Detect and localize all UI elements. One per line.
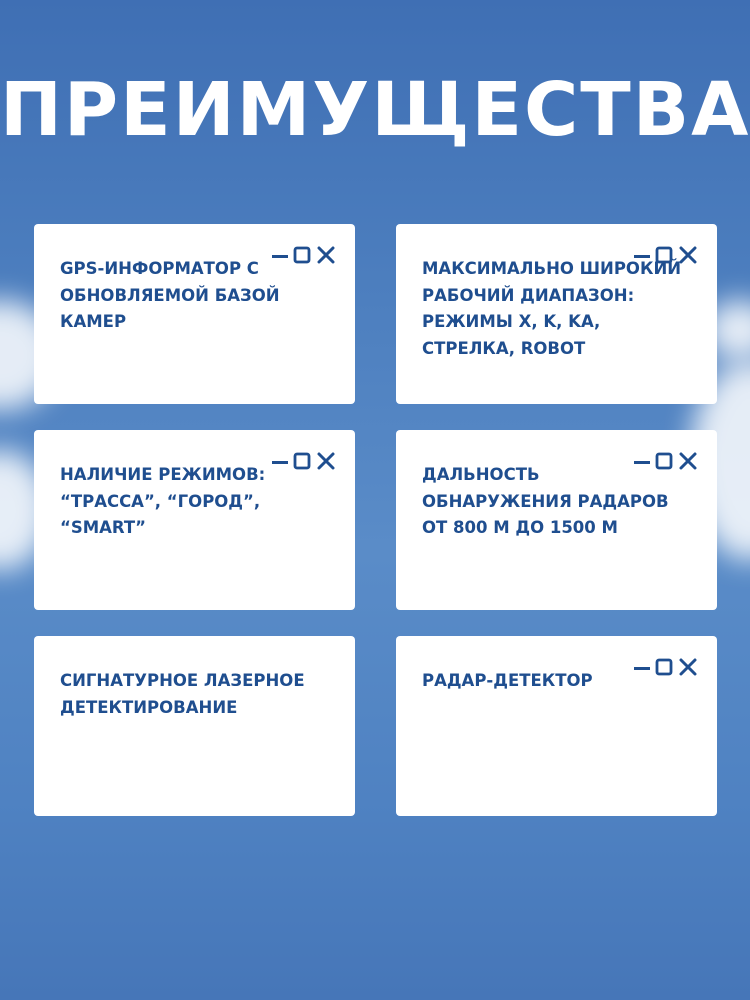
feature-card-modes [34,430,355,610]
maximize-icon[interactable] [655,245,673,265]
maximize-icon[interactable] [655,657,673,677]
window-controls [271,451,337,471]
feature-text: МАКСИМАЛЬНО ШИРОКИЙ РАБОЧИЙ ДИАПАЗОН: РЕЖИМЫ X, K, KA, СТРЕЛКА, ROBOT [422,259,682,358]
close-icon[interactable] [316,245,336,265]
window-controls [633,657,699,677]
close-icon[interactable] [316,451,336,471]
feature-text: СИГНАТУРНОЕ ЛАЗЕРНОЕ ДЕТЕКТИРОВАНИЕ [60,671,305,717]
minimize-icon[interactable] [271,451,289,471]
close-icon[interactable] [678,657,698,677]
feature-card-gps [34,224,355,404]
feature-card-radar-detector [396,636,717,816]
window-controls [633,451,699,471]
close-icon[interactable] [678,245,698,265]
minimize-icon[interactable] [633,657,651,677]
feature-text: НАЛИЧИЕ РЕЖИМОВ: “ТРАССА”, “ГОРОД”, “SMART” [60,465,266,537]
maximize-icon[interactable] [293,245,311,265]
feature-text: GPS-ИНФОРМАТОР С ОБНОВЛЯЕМОЙ БАЗОЙ КАМЕР [60,259,280,331]
close-icon[interactable] [678,451,698,471]
feature-card-range-modes [396,224,717,404]
feature-card-detection-range [396,430,717,610]
minimize-icon[interactable] [271,245,289,265]
feature-text: РАДАР-ДЕТЕКТОР [422,671,593,690]
window-controls [633,245,699,265]
window-controls [271,245,337,265]
page-title: ПРЕИМУЩЕСТВА [0,67,750,153]
minimize-icon[interactable] [633,451,651,471]
maximize-icon[interactable] [655,451,673,471]
feature-text: ДАЛЬНОСТЬ ОБНАРУЖЕНИЯ РАДАРОВ ОТ 800 М ДО 1500 М [422,465,669,537]
feature-card-laser [34,636,355,816]
minimize-icon[interactable] [633,245,651,265]
maximize-icon[interactable] [293,451,311,471]
